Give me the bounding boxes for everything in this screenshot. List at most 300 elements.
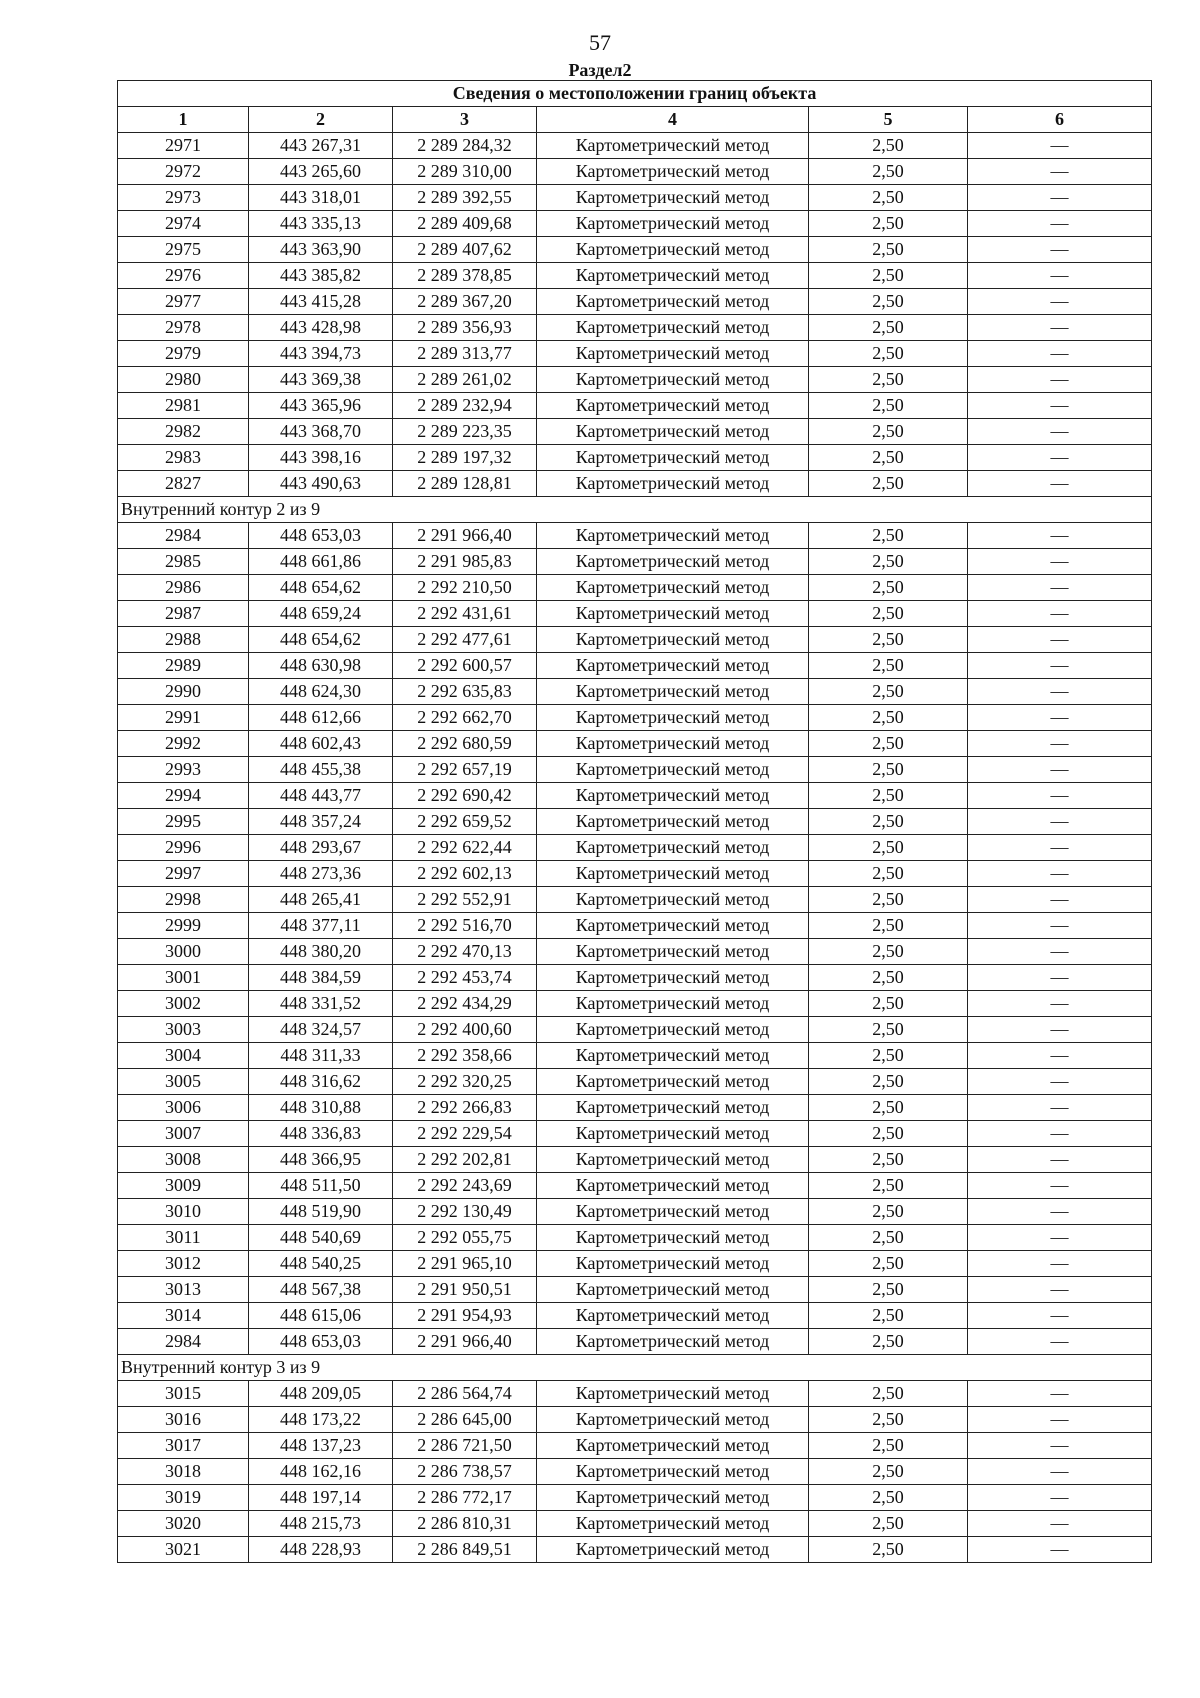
y-coordinate-cell: 2 289 128,81 — [393, 471, 537, 497]
x-coordinate-cell: 448 659,24 — [249, 601, 393, 627]
x-coordinate-cell: 448 602,43 — [249, 731, 393, 757]
note-cell: — — [968, 575, 1152, 601]
note-cell: — — [968, 393, 1152, 419]
table-row — [118, 1459, 1152, 1485]
accuracy-cell: 2,50 — [809, 1017, 968, 1043]
x-coordinate-cell: 448 293,67 — [249, 835, 393, 861]
x-coordinate-cell: 448 215,73 — [249, 1511, 393, 1537]
x-coordinate-cell: 448 615,06 — [249, 1303, 393, 1329]
note-cell: — — [968, 1303, 1152, 1329]
method-cell: Картометрический метод — [537, 705, 809, 731]
x-coordinate-cell: 448 209,05 — [249, 1381, 393, 1407]
x-coordinate-cell: 448 336,83 — [249, 1121, 393, 1147]
point-number-cell: 3019 — [118, 1485, 249, 1511]
x-coordinate-cell: 443 394,73 — [249, 341, 393, 367]
x-coordinate-cell: 448 310,88 — [249, 1095, 393, 1121]
accuracy-cell: 2,50 — [809, 185, 968, 211]
table-caption: Сведения о местоположении границ объекта — [118, 81, 1152, 107]
x-coordinate-cell: 443 363,90 — [249, 237, 393, 263]
table-row — [118, 1199, 1152, 1225]
note-cell: — — [968, 445, 1152, 471]
note-cell: — — [968, 1381, 1152, 1407]
point-number-cell: 2994 — [118, 783, 249, 809]
table-row — [118, 1329, 1152, 1355]
accuracy-cell: 2,50 — [809, 1433, 968, 1459]
accuracy-cell: 2,50 — [809, 601, 968, 627]
y-coordinate-cell: 2 289 232,94 — [393, 393, 537, 419]
point-number-cell: 2989 — [118, 653, 249, 679]
method-cell: Картометрический метод — [537, 341, 809, 367]
y-coordinate-cell: 2 291 950,51 — [393, 1277, 537, 1303]
point-number-cell: 2991 — [118, 705, 249, 731]
note-cell: — — [968, 1173, 1152, 1199]
note-cell: — — [968, 523, 1152, 549]
method-cell: Картометрический метод — [537, 1147, 809, 1173]
table-row — [118, 1381, 1152, 1407]
boundary-table — [117, 80, 1152, 1563]
y-coordinate-cell: 2 292 470,13 — [393, 939, 537, 965]
y-coordinate-cell: 2 292 657,19 — [393, 757, 537, 783]
column-header-5: 5 — [809, 107, 968, 133]
point-number-cell: 3011 — [118, 1225, 249, 1251]
x-coordinate-cell: 443 318,01 — [249, 185, 393, 211]
accuracy-cell: 2,50 — [809, 965, 968, 991]
accuracy-cell: 2,50 — [809, 1095, 968, 1121]
table-row — [118, 757, 1152, 783]
y-coordinate-cell: 2 289 392,55 — [393, 185, 537, 211]
method-cell: Картометрический метод — [537, 523, 809, 549]
method-cell: Картометрический метод — [537, 159, 809, 185]
note-cell: — — [968, 913, 1152, 939]
y-coordinate-cell: 2 292 477,61 — [393, 627, 537, 653]
y-coordinate-cell: 2 289 261,02 — [393, 367, 537, 393]
method-cell: Картометрический метод — [537, 731, 809, 757]
method-cell: Картометрический метод — [537, 315, 809, 341]
x-coordinate-cell: 443 490,63 — [249, 471, 393, 497]
point-number-cell: 2984 — [118, 1329, 249, 1355]
method-cell: Картометрический метод — [537, 965, 809, 991]
note-cell: — — [968, 1043, 1152, 1069]
accuracy-cell: 2,50 — [809, 809, 968, 835]
y-coordinate-cell: 2 291 985,83 — [393, 549, 537, 575]
x-coordinate-cell: 448 612,66 — [249, 705, 393, 731]
note-cell: — — [968, 835, 1152, 861]
accuracy-cell: 2,50 — [809, 653, 968, 679]
table-row — [118, 393, 1152, 419]
note-cell: — — [968, 263, 1152, 289]
point-number-cell: 2979 — [118, 341, 249, 367]
point-number-cell: 2997 — [118, 861, 249, 887]
method-cell: Картометрический метод — [537, 1537, 809, 1563]
accuracy-cell: 2,50 — [809, 419, 968, 445]
point-number-cell: 2827 — [118, 471, 249, 497]
note-cell: — — [968, 939, 1152, 965]
method-cell: Картометрический метод — [537, 913, 809, 939]
y-coordinate-cell: 2 292 434,29 — [393, 991, 537, 1017]
table-row — [118, 1017, 1152, 1043]
y-coordinate-cell: 2 292 202,81 — [393, 1147, 537, 1173]
table-row — [118, 133, 1152, 159]
point-number-cell: 2995 — [118, 809, 249, 835]
point-number-cell: 2992 — [118, 731, 249, 757]
method-cell: Картометрический метод — [537, 653, 809, 679]
table-row — [118, 835, 1152, 861]
column-header-1: 1 — [118, 107, 249, 133]
x-coordinate-cell: 448 540,69 — [249, 1225, 393, 1251]
accuracy-cell: 2,50 — [809, 1225, 968, 1251]
y-coordinate-cell: 2 286 721,50 — [393, 1433, 537, 1459]
point-number-cell: 3005 — [118, 1069, 249, 1095]
x-coordinate-cell: 443 369,38 — [249, 367, 393, 393]
y-coordinate-cell: 2 291 966,40 — [393, 1329, 537, 1355]
x-coordinate-cell: 443 365,96 — [249, 393, 393, 419]
y-coordinate-cell: 2 291 966,40 — [393, 523, 537, 549]
x-coordinate-cell: 448 377,11 — [249, 913, 393, 939]
table-row — [118, 1173, 1152, 1199]
table-row — [118, 1147, 1152, 1173]
accuracy-cell: 2,50 — [809, 1199, 968, 1225]
table-row — [118, 185, 1152, 211]
y-coordinate-cell: 2 292 690,42 — [393, 783, 537, 809]
point-number-cell: 3018 — [118, 1459, 249, 1485]
table-row — [118, 1537, 1152, 1563]
method-cell: Картометрический метод — [537, 1251, 809, 1277]
column-header-3: 3 — [393, 107, 537, 133]
point-number-cell: 3002 — [118, 991, 249, 1017]
y-coordinate-cell: 2 292 055,75 — [393, 1225, 537, 1251]
point-number-cell: 3014 — [118, 1303, 249, 1329]
point-number-cell: 2983 — [118, 445, 249, 471]
table-row — [118, 1069, 1152, 1095]
y-coordinate-cell: 2 292 516,70 — [393, 913, 537, 939]
table-row — [118, 887, 1152, 913]
x-coordinate-cell: 448 228,93 — [249, 1537, 393, 1563]
table-row — [118, 1303, 1152, 1329]
method-cell: Картометрический метод — [537, 1225, 809, 1251]
table-row — [118, 939, 1152, 965]
contour-label: Внутренний контур 3 из 9 — [118, 1355, 1152, 1381]
x-coordinate-cell: 443 368,70 — [249, 419, 393, 445]
table-row — [118, 471, 1152, 497]
table-row — [118, 627, 1152, 653]
point-number-cell: 2993 — [118, 757, 249, 783]
x-coordinate-cell: 448 331,52 — [249, 991, 393, 1017]
accuracy-cell: 2,50 — [809, 757, 968, 783]
table-row — [118, 1407, 1152, 1433]
x-coordinate-cell: 448 173,22 — [249, 1407, 393, 1433]
point-number-cell: 2998 — [118, 887, 249, 913]
table-row — [118, 445, 1152, 471]
point-number-cell: 3009 — [118, 1173, 249, 1199]
accuracy-cell: 2,50 — [809, 1537, 968, 1563]
x-coordinate-cell: 443 265,60 — [249, 159, 393, 185]
x-coordinate-cell: 448 654,62 — [249, 627, 393, 653]
method-cell: Картометрический метод — [537, 1173, 809, 1199]
table-row — [118, 341, 1152, 367]
point-number-cell: 3012 — [118, 1251, 249, 1277]
note-cell: — — [968, 185, 1152, 211]
accuracy-cell: 2,50 — [809, 1511, 968, 1537]
y-coordinate-cell: 2 286 810,31 — [393, 1511, 537, 1537]
x-coordinate-cell: 443 428,98 — [249, 315, 393, 341]
method-cell: Картометрический метод — [537, 679, 809, 705]
table-row — [118, 601, 1152, 627]
y-coordinate-cell: 2 286 849,51 — [393, 1537, 537, 1563]
note-cell: — — [968, 159, 1152, 185]
note-cell: — — [968, 1329, 1152, 1355]
point-number-cell: 2971 — [118, 133, 249, 159]
x-coordinate-cell: 448 455,38 — [249, 757, 393, 783]
accuracy-cell: 2,50 — [809, 835, 968, 861]
point-number-cell: 2985 — [118, 549, 249, 575]
table-row — [118, 263, 1152, 289]
note-cell: — — [968, 809, 1152, 835]
accuracy-cell: 2,50 — [809, 1459, 968, 1485]
note-cell: — — [968, 289, 1152, 315]
method-cell: Картометрический метод — [537, 1121, 809, 1147]
note-cell: — — [968, 211, 1152, 237]
y-coordinate-cell: 2 289 313,77 — [393, 341, 537, 367]
accuracy-cell: 2,50 — [809, 341, 968, 367]
note-cell: — — [968, 341, 1152, 367]
method-cell: Картометрический метод — [537, 211, 809, 237]
point-number-cell: 2999 — [118, 913, 249, 939]
note-cell: — — [968, 1095, 1152, 1121]
point-number-cell: 2981 — [118, 393, 249, 419]
note-cell: — — [968, 887, 1152, 913]
point-number-cell: 3016 — [118, 1407, 249, 1433]
point-number-cell: 2990 — [118, 679, 249, 705]
point-number-cell: 3006 — [118, 1095, 249, 1121]
y-coordinate-cell: 2 292 600,57 — [393, 653, 537, 679]
accuracy-cell: 2,50 — [809, 1407, 968, 1433]
point-number-cell: 2996 — [118, 835, 249, 861]
point-number-cell: 2988 — [118, 627, 249, 653]
accuracy-cell: 2,50 — [809, 1251, 968, 1277]
accuracy-cell: 2,50 — [809, 705, 968, 731]
method-cell: Картометрический метод — [537, 1433, 809, 1459]
y-coordinate-cell: 2 289 223,35 — [393, 419, 537, 445]
method-cell: Картометрический метод — [537, 1095, 809, 1121]
note-cell: — — [968, 1485, 1152, 1511]
method-cell: Картометрический метод — [537, 1277, 809, 1303]
x-coordinate-cell: 448 380,20 — [249, 939, 393, 965]
note-cell: — — [968, 731, 1152, 757]
note-cell: — — [968, 705, 1152, 731]
section-title: Раздел2 — [568, 60, 632, 80]
accuracy-cell: 2,50 — [809, 133, 968, 159]
accuracy-cell: 2,50 — [809, 367, 968, 393]
note-cell: — — [968, 1511, 1152, 1537]
accuracy-cell: 2,50 — [809, 861, 968, 887]
accuracy-cell: 2,50 — [809, 731, 968, 757]
table-row — [118, 237, 1152, 263]
table-row — [118, 1225, 1152, 1251]
x-coordinate-cell: 448 661,86 — [249, 549, 393, 575]
table-row — [118, 1043, 1152, 1069]
point-number-cell: 2975 — [118, 237, 249, 263]
point-number-cell: 3013 — [118, 1277, 249, 1303]
note-cell: — — [968, 133, 1152, 159]
accuracy-cell: 2,50 — [809, 913, 968, 939]
method-cell: Картометрический метод — [537, 1043, 809, 1069]
accuracy-cell: 2,50 — [809, 1121, 968, 1147]
point-number-cell: 3003 — [118, 1017, 249, 1043]
y-coordinate-cell: 2 292 243,69 — [393, 1173, 537, 1199]
y-coordinate-cell: 2 289 356,93 — [393, 315, 537, 341]
accuracy-cell: 2,50 — [809, 549, 968, 575]
note-cell: — — [968, 627, 1152, 653]
x-coordinate-cell: 448 384,59 — [249, 965, 393, 991]
method-cell: Картометрический метод — [537, 991, 809, 1017]
point-number-cell: 3001 — [118, 965, 249, 991]
note-cell: — — [968, 1459, 1152, 1485]
method-cell: Картометрический метод — [537, 1459, 809, 1485]
accuracy-cell: 2,50 — [809, 263, 968, 289]
table-row — [118, 913, 1152, 939]
method-cell: Картометрический метод — [537, 601, 809, 627]
x-coordinate-cell: 448 311,33 — [249, 1043, 393, 1069]
method-cell: Картометрический метод — [537, 627, 809, 653]
note-cell: — — [968, 653, 1152, 679]
x-coordinate-cell: 443 335,13 — [249, 211, 393, 237]
y-coordinate-cell: 2 292 130,49 — [393, 1199, 537, 1225]
accuracy-cell: 2,50 — [809, 393, 968, 419]
method-cell: Картометрический метод — [537, 1069, 809, 1095]
accuracy-cell: 2,50 — [809, 159, 968, 185]
point-number-cell: 2977 — [118, 289, 249, 315]
accuracy-cell: 2,50 — [809, 315, 968, 341]
y-coordinate-cell: 2 292 431,61 — [393, 601, 537, 627]
x-coordinate-cell: 443 398,16 — [249, 445, 393, 471]
accuracy-cell: 2,50 — [809, 445, 968, 471]
x-coordinate-cell: 448 137,23 — [249, 1433, 393, 1459]
accuracy-cell: 2,50 — [809, 1147, 968, 1173]
x-coordinate-cell: 448 511,50 — [249, 1173, 393, 1199]
method-cell: Картометрический метод — [537, 1303, 809, 1329]
table-row — [118, 367, 1152, 393]
table-row — [118, 679, 1152, 705]
y-coordinate-cell: 2 289 407,62 — [393, 237, 537, 263]
point-number-cell: 3000 — [118, 939, 249, 965]
x-coordinate-cell: 448 624,30 — [249, 679, 393, 705]
table-row — [118, 1433, 1152, 1459]
note-cell: — — [968, 367, 1152, 393]
point-number-cell: 3020 — [118, 1511, 249, 1537]
column-header-6: 6 — [968, 107, 1152, 133]
x-coordinate-cell: 448 519,90 — [249, 1199, 393, 1225]
accuracy-cell: 2,50 — [809, 1043, 968, 1069]
point-number-cell: 2980 — [118, 367, 249, 393]
accuracy-cell: 2,50 — [809, 1069, 968, 1095]
note-cell: — — [968, 601, 1152, 627]
y-coordinate-cell: 2 292 229,54 — [393, 1121, 537, 1147]
y-coordinate-cell: 2 292 622,44 — [393, 835, 537, 861]
accuracy-cell: 2,50 — [809, 887, 968, 913]
y-coordinate-cell: 2 292 453,74 — [393, 965, 537, 991]
y-coordinate-cell: 2 289 378,85 — [393, 263, 537, 289]
note-cell: — — [968, 1225, 1152, 1251]
table-row — [118, 575, 1152, 601]
table-row — [118, 705, 1152, 731]
y-coordinate-cell: 2 292 659,52 — [393, 809, 537, 835]
note-cell: — — [968, 991, 1152, 1017]
method-cell: Картометрический метод — [537, 133, 809, 159]
table-row — [118, 809, 1152, 835]
point-number-cell: 2974 — [118, 211, 249, 237]
point-number-cell: 3017 — [118, 1433, 249, 1459]
table-row — [118, 523, 1152, 549]
x-coordinate-cell: 448 653,03 — [249, 1329, 393, 1355]
method-cell: Картометрический метод — [537, 1017, 809, 1043]
accuracy-cell: 2,50 — [809, 1173, 968, 1199]
note-cell: — — [968, 783, 1152, 809]
point-number-cell: 2973 — [118, 185, 249, 211]
note-cell: — — [968, 1147, 1152, 1173]
x-coordinate-cell: 448 366,95 — [249, 1147, 393, 1173]
accuracy-cell: 2,50 — [809, 523, 968, 549]
note-cell: — — [968, 419, 1152, 445]
method-cell: Картометрический метод — [537, 367, 809, 393]
y-coordinate-cell: 2 289 409,68 — [393, 211, 537, 237]
method-cell: Картометрический метод — [537, 1199, 809, 1225]
accuracy-cell: 2,50 — [809, 1303, 968, 1329]
note-cell: — — [968, 965, 1152, 991]
method-cell: Картометрический метод — [537, 393, 809, 419]
method-cell: Картометрический метод — [537, 289, 809, 315]
accuracy-cell: 2,50 — [809, 783, 968, 809]
note-cell: — — [968, 1433, 1152, 1459]
table-row — [118, 1251, 1152, 1277]
method-cell: Картометрический метод — [537, 1485, 809, 1511]
table-row — [118, 1485, 1152, 1511]
point-number-cell: 2986 — [118, 575, 249, 601]
method-cell: Картометрический метод — [537, 887, 809, 913]
y-coordinate-cell: 2 289 197,32 — [393, 445, 537, 471]
point-number-cell: 3007 — [118, 1121, 249, 1147]
note-cell: — — [968, 1121, 1152, 1147]
x-coordinate-cell: 448 324,57 — [249, 1017, 393, 1043]
y-coordinate-cell: 2 292 400,60 — [393, 1017, 537, 1043]
y-coordinate-cell: 2 292 210,50 — [393, 575, 537, 601]
accuracy-cell: 2,50 — [809, 679, 968, 705]
x-coordinate-cell: 448 654,62 — [249, 575, 393, 601]
method-cell: Картометрический метод — [537, 757, 809, 783]
method-cell: Картометрический метод — [537, 471, 809, 497]
contour-label: Внутренний контур 2 из 9 — [118, 497, 1152, 523]
point-number-cell: 2982 — [118, 419, 249, 445]
x-coordinate-cell: 448 567,38 — [249, 1277, 393, 1303]
point-number-cell: 3008 — [118, 1147, 249, 1173]
note-cell: — — [968, 1251, 1152, 1277]
method-cell: Картометрический метод — [537, 237, 809, 263]
note-cell: — — [968, 1537, 1152, 1563]
y-coordinate-cell: 2 292 358,66 — [393, 1043, 537, 1069]
page-number: 57 — [589, 30, 611, 55]
note-cell: — — [968, 237, 1152, 263]
x-coordinate-cell: 448 540,25 — [249, 1251, 393, 1277]
y-coordinate-cell: 2 292 635,83 — [393, 679, 537, 705]
accuracy-cell: 2,50 — [809, 471, 968, 497]
x-coordinate-cell: 443 267,31 — [249, 133, 393, 159]
note-cell: — — [968, 1277, 1152, 1303]
point-number-cell: 2987 — [118, 601, 249, 627]
y-coordinate-cell: 2 292 266,83 — [393, 1095, 537, 1121]
point-number-cell: 2978 — [118, 315, 249, 341]
accuracy-cell: 2,50 — [809, 1329, 968, 1355]
method-cell: Картометрический метод — [537, 445, 809, 471]
y-coordinate-cell: 2 289 284,32 — [393, 133, 537, 159]
